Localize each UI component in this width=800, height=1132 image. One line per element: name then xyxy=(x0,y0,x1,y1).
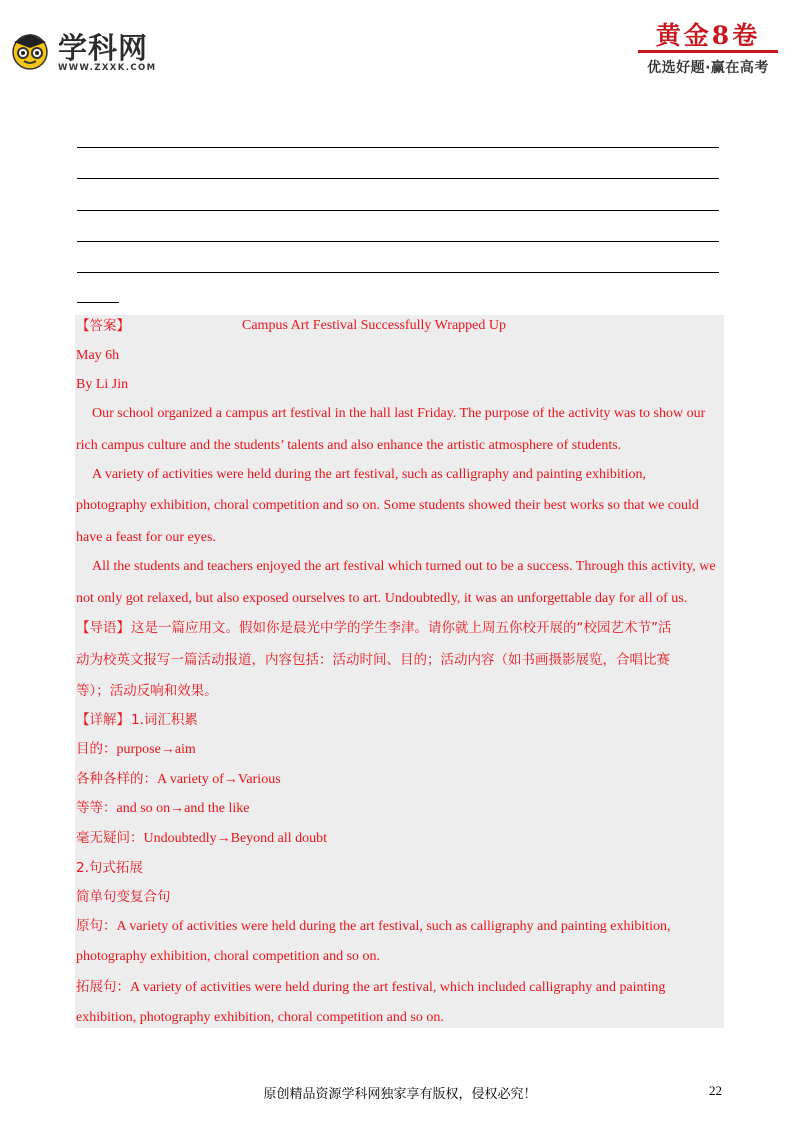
detail-heading: 1.词汇积累 xyxy=(131,712,198,728)
vocab-item xyxy=(76,771,281,788)
expanded-text-cont: exhibition, photography exhibition, choral competition and so on. xyxy=(76,1010,444,1025)
brand-slogan: 优选好题·赢在高考 xyxy=(647,60,769,76)
detail-tag: 【详解】 xyxy=(76,712,130,728)
essay-line: have a feast for our eyes. xyxy=(76,530,216,545)
mascot-icon xyxy=(10,30,50,70)
vocab-text: purpose→aim xyxy=(116,742,196,757)
original-text-cont: photography exhibition, choral competition and so on. xyxy=(76,949,381,964)
logo-url: WWW.ZXXK.COM xyxy=(58,63,157,73)
vocab-label: 各种各样的： xyxy=(76,771,157,787)
expanded-label: 拓展句： xyxy=(76,979,130,995)
guide-line: 这是一篇应用文。假如你是晨光中学的学生李津。请你就上周五你校开展的“校园艺术节”活 xyxy=(131,620,672,636)
detail-subheading: 简单句变复合句 xyxy=(76,889,171,905)
vocab-label: 目的： xyxy=(76,741,117,757)
expanded-sentence xyxy=(76,979,665,996)
brand-title: 黄金8卷 xyxy=(655,21,761,50)
essay-line: photography exhibition, choral competition and so on. Some students showed their best works so that we could xyxy=(76,498,699,513)
answer-tag: 【答案】 xyxy=(76,318,130,334)
writing-line xyxy=(77,147,719,148)
footer-copyright: 原创精品资源学科网独家享有版权，侵权必究！ xyxy=(263,1087,537,1102)
essay-date: May 6h xyxy=(76,348,120,363)
site-logo xyxy=(10,22,170,78)
original-label: 原句： xyxy=(76,918,117,934)
essay-byline: By Li Jin xyxy=(76,377,129,392)
vocab-item xyxy=(76,800,249,817)
expanded-text: A variety of activities were held during the art festival, which included calligraphy and painting xyxy=(130,980,666,995)
vocab-text: and so on→and the like xyxy=(116,801,250,816)
vocab-item xyxy=(76,830,327,847)
vocab-text: Undoubtedly→Beyond all doubt xyxy=(143,831,328,846)
guide-line: 等）；活动反响和效果。 xyxy=(76,683,218,699)
logo-text: 学科网 xyxy=(58,31,149,65)
vocab-label: 等等： xyxy=(76,800,117,816)
essay-line: All the students and teachers enjoyed the art festival which turned out to be a success. Through this activity, we xyxy=(92,559,716,574)
essay-line: rich campus culture and the students’ talents and also enhance the artistic atmosphere of students. xyxy=(76,438,622,453)
brand-badge xyxy=(638,16,778,80)
essay-title: Campus Art Festival Successfully Wrapped Up xyxy=(242,318,506,333)
guide-tag: 【导语】 xyxy=(76,620,130,636)
writing-line xyxy=(77,210,719,211)
vocab-label: 毫无疑问： xyxy=(76,830,144,846)
vocab-item xyxy=(76,741,196,758)
detail-heading: 2.句式拓展 xyxy=(76,860,143,876)
guide-line: 动为校英文报写一篇活动报道，内容包括：活动时间、目的；活动内容（如书画摄影展览，合唱比赛 xyxy=(76,652,670,668)
original-sentence xyxy=(76,918,671,935)
page-number: 22 xyxy=(709,1083,722,1098)
vocab-text: A variety of→Various xyxy=(157,772,281,787)
writing-line-short xyxy=(77,302,119,303)
essay-line: Our school organized a campus art festival in the hall last Friday. The purpose of the activity was to show our xyxy=(92,406,706,421)
writing-line xyxy=(77,178,719,179)
essay-line: A variety of activities were held during the art festival, such as calligraphy and painting exhibition, xyxy=(92,467,647,482)
original-text: A variety of activities were held during the art festival, such as calligraphy and painting exhibition, xyxy=(116,919,671,934)
essay-line: not only got relaxed, but also exposed ourselves to art. Undoubtedly, it was an unforgettable day for all of us. xyxy=(76,591,688,606)
writing-line xyxy=(77,272,719,273)
brand-divider xyxy=(638,50,778,53)
writing-line xyxy=(77,241,719,242)
